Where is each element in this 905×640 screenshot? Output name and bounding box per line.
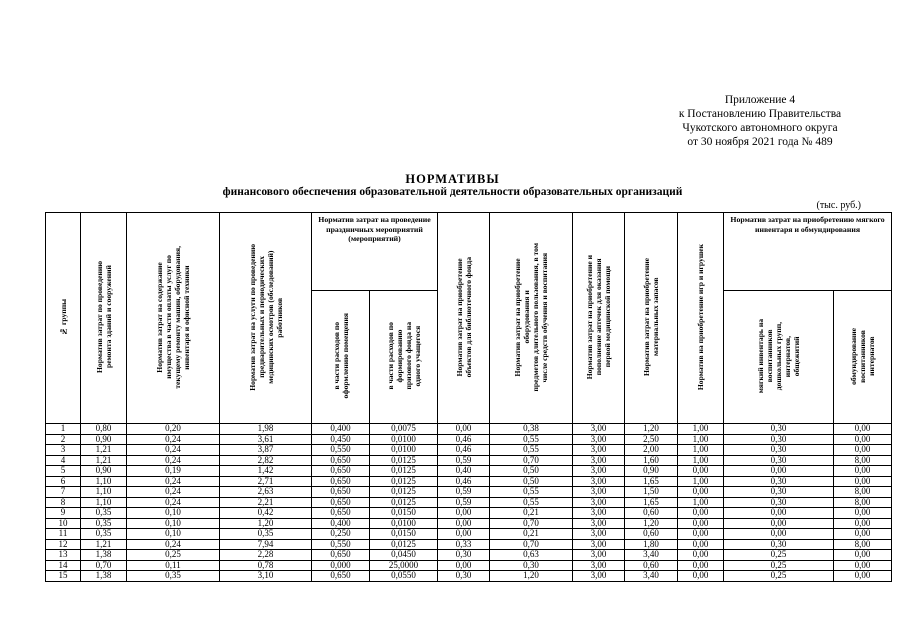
table-cell: 0,0125: [370, 455, 438, 466]
table-cell: 0,33: [438, 539, 490, 550]
table-cell: 0,25: [724, 550, 834, 561]
table-cell: 1,60: [625, 455, 678, 466]
table-cell: 14: [46, 560, 81, 571]
header-soft-inventory: Норматив затрат на приобретению мягкого инвентаря и обмундирования: [724, 213, 892, 291]
table-cell: 13: [46, 550, 81, 561]
table-cell: 0,24: [127, 434, 220, 445]
table-cell: 0,00: [678, 508, 724, 519]
table-cell: 0,30: [724, 434, 834, 445]
header-materials: Норматив затрат на приобретение материальных запасов: [625, 213, 678, 424]
table-cell: 0,650: [312, 466, 370, 477]
table-cell: 0,30: [724, 487, 834, 498]
table-cell: 0,00: [678, 539, 724, 550]
table-cell: 0,00: [834, 529, 892, 540]
table-row: [46, 518, 892, 529]
table-row: [46, 497, 892, 508]
table-cell: 0,30: [438, 550, 490, 561]
table-cell: 3,40: [625, 550, 678, 561]
table-cell: 5: [46, 466, 81, 477]
table-cell: 0,50: [490, 476, 573, 487]
table-cell: 0,650: [312, 508, 370, 519]
appendix-line: Приложение 4: [724, 94, 796, 106]
table-cell: 0,450: [312, 434, 370, 445]
table-cell: 1,10: [81, 487, 127, 498]
appendix-line: от 30 ноября 2021 года № 489: [687, 136, 833, 148]
table-cell: 1,65: [625, 476, 678, 487]
table-cell: 0,30: [490, 560, 573, 571]
table-cell: 1,65: [625, 497, 678, 508]
table-row: [46, 434, 892, 445]
table-cell: 1: [46, 424, 81, 435]
table-cell: 0,10: [127, 518, 220, 529]
table-cell: 0,00: [724, 529, 834, 540]
table-cell: 25,0000: [370, 560, 438, 571]
table-cell: 0,90: [81, 434, 127, 445]
table-cell: 0,50: [490, 466, 573, 477]
table-cell: 0,250: [312, 529, 370, 540]
table-cell: 0,59: [438, 487, 490, 498]
table-cell: 0,00: [834, 434, 892, 445]
table-cell: 1,10: [81, 497, 127, 508]
header-maintenance: Норматив затрат на содержание имущества в части оплаты услуг по текущему ремонту машин, оборудования, инвентаря и офисной техники: [127, 213, 220, 424]
table-cell: 0,60: [625, 560, 678, 571]
table-cell: 3: [46, 445, 81, 456]
table-cell: 0,00: [724, 518, 834, 529]
table-cell: 1,20: [625, 424, 678, 435]
table-cell: 1,00: [678, 476, 724, 487]
table-row: [46, 539, 892, 550]
table-cell: 3,61: [220, 434, 312, 445]
table-cell: 0,46: [438, 434, 490, 445]
table-cell: 0,70: [490, 455, 573, 466]
table-cell: 0,00: [438, 508, 490, 519]
header-repair: Норматив затрат по проведению ремонта зданий и сооружений: [81, 213, 127, 424]
header-soft-items: мягкий инвентарь на воспитанников дошкольных групп, интернатов, общежитий: [724, 291, 834, 424]
table-body: [46, 424, 892, 582]
table-cell: 0,00: [678, 487, 724, 498]
header-group: № группы: [46, 213, 81, 424]
header-prize-fund: в части расходов по формированию призового фонда на одного учащегося: [370, 291, 438, 424]
norms-table: [45, 212, 892, 582]
table-cell: 0,00: [678, 571, 724, 582]
table-cell: 0,70: [490, 539, 573, 550]
table-cell: 0,60: [625, 508, 678, 519]
table-cell: 0,0125: [370, 466, 438, 477]
table-cell: 0,24: [127, 445, 220, 456]
table-cell: 0,00: [678, 529, 724, 540]
table-cell: 0,0075: [370, 424, 438, 435]
table-cell: 0,10: [127, 529, 220, 540]
table-cell: 3,00: [573, 539, 625, 550]
table-cell: 0,59: [438, 455, 490, 466]
table-cell: 0,00: [724, 466, 834, 477]
table-cell: 0,00: [678, 550, 724, 561]
table-cell: 0,0125: [370, 539, 438, 550]
table-cell: 1,00: [678, 434, 724, 445]
table-cell: 0,30: [724, 424, 834, 435]
table-cell: 0,70: [490, 518, 573, 529]
table-cell: 0,650: [312, 476, 370, 487]
table-cell: 0,650: [312, 497, 370, 508]
table-cell: 1,00: [678, 497, 724, 508]
table-cell: 0,35: [81, 518, 127, 529]
table-cell: 2,63: [220, 487, 312, 498]
table-cell: 0,00: [834, 476, 892, 487]
table-cell: 0,30: [724, 455, 834, 466]
table-cell: 0,00: [438, 529, 490, 540]
table-cell: 1,21: [81, 539, 127, 550]
table-cell: 3,40: [625, 571, 678, 582]
table-cell: 7: [46, 487, 81, 498]
table-cell: 0,0125: [370, 497, 438, 508]
table-cell: 10: [46, 518, 81, 529]
table-cell: 3,00: [573, 455, 625, 466]
table-cell: 0,00: [724, 508, 834, 519]
table-cell: 0,00: [834, 560, 892, 571]
document-subtitle: финансового обеспечения образовательной деятельности образовательных организаций: [222, 186, 683, 198]
table-cell: 0,20: [127, 424, 220, 435]
header-first-aid: Норматив затрат на приобретение и пополнение аптечек для оказания первой медицинской помощи: [573, 213, 625, 424]
table-cell: 4: [46, 455, 81, 466]
table-cell: 1,38: [81, 550, 127, 561]
table-cell: 0,0150: [370, 529, 438, 540]
table-cell: 1,38: [81, 571, 127, 582]
table-cell: 0,00: [678, 518, 724, 529]
table-cell: 1,20: [220, 518, 312, 529]
table-cell: 0,21: [490, 529, 573, 540]
table-cell: 0,55: [490, 445, 573, 456]
table-cell: 0,00: [834, 571, 892, 582]
table-row: [46, 476, 892, 487]
table-cell: 0,90: [625, 466, 678, 477]
table-cell: 2,82: [220, 455, 312, 466]
table-cell: 3,00: [573, 434, 625, 445]
table-cell: 2,00: [625, 445, 678, 456]
table-cell: 1,00: [678, 424, 724, 435]
table-row: [46, 455, 892, 466]
table-cell: 0,400: [312, 424, 370, 435]
table-row: [46, 560, 892, 571]
table-cell: 0,550: [312, 539, 370, 550]
table-cell: 3,00: [573, 476, 625, 487]
table-cell: 0,30: [724, 445, 834, 456]
table-cell: 0,00: [438, 424, 490, 435]
table-cell: 0,00: [438, 560, 490, 571]
table-cell: 3,00: [573, 550, 625, 561]
header-medical-exams: Норматив затрат на услуги по проведению предварительных и периодических медицинских осмотров (обследований) работников: [220, 213, 312, 424]
table-cell: 3,00: [573, 571, 625, 582]
appendix-block: [620, 93, 900, 149]
table-cell: 2,21: [220, 497, 312, 508]
table-cell: 0,46: [438, 476, 490, 487]
table-row: [46, 424, 892, 435]
table-cell: 3,00: [573, 508, 625, 519]
header-holiday-events: Норматив затрат на проведение праздничных мероприятий (мероприятий): [312, 213, 438, 291]
table-cell: 7,94: [220, 539, 312, 550]
table-cell: 0,70: [81, 560, 127, 571]
table-cell: 0,00: [834, 550, 892, 561]
table-cell: 0,0100: [370, 434, 438, 445]
table-cell: 2,71: [220, 476, 312, 487]
table-cell: 1,21: [81, 445, 127, 456]
table-cell: 0,24: [127, 497, 220, 508]
table-cell: 0,38: [490, 424, 573, 435]
table-row: [46, 550, 892, 561]
header-equipment: Норматив затрат на приобретение оборудования и предметов длительного пользования, в том числе средств обучения и воспитания: [490, 213, 573, 424]
table-cell: 0,55: [490, 487, 573, 498]
table-cell: 3,00: [573, 466, 625, 477]
table-cell: 15: [46, 571, 81, 582]
table-cell: 0,24: [127, 539, 220, 550]
table-cell: 0,11: [127, 560, 220, 571]
table-cell: 8,00: [834, 455, 892, 466]
table-cell: 12: [46, 539, 81, 550]
table-cell: 1,00: [678, 445, 724, 456]
table-cell: 2,28: [220, 550, 312, 561]
table-row: [46, 529, 892, 540]
table-cell: 0,21: [490, 508, 573, 519]
table-cell: 0,35: [127, 571, 220, 582]
table-cell: 1,21: [81, 455, 127, 466]
table-cell: 0,35: [220, 529, 312, 540]
table-cell: 8,00: [834, 539, 892, 550]
table-cell: 1,20: [625, 518, 678, 529]
table-cell: 8: [46, 497, 81, 508]
table-cell: 0,650: [312, 455, 370, 466]
table-row: [46, 466, 892, 477]
table-cell: 0,0125: [370, 487, 438, 498]
table-cell: 0,19: [127, 466, 220, 477]
table-cell: 0,30: [724, 497, 834, 508]
table-cell: 0,00: [834, 508, 892, 519]
table-cell: 0,35: [81, 508, 127, 519]
table-cell: 0,55: [490, 497, 573, 508]
table-cell: 0,10: [127, 508, 220, 519]
table-cell: 1,00: [678, 455, 724, 466]
table-cell: 0,00: [678, 466, 724, 477]
table-header: [46, 213, 892, 424]
table-cell: 0,650: [312, 487, 370, 498]
table-cell: 0,60: [625, 529, 678, 540]
table-row: [46, 487, 892, 498]
table-cell: 0,0450: [370, 550, 438, 561]
table-cell: 0,40: [438, 466, 490, 477]
table-cell: 1,10: [81, 476, 127, 487]
table-cell: 0,25: [127, 550, 220, 561]
table-cell: 0,42: [220, 508, 312, 519]
table-cell: 0,00: [834, 466, 892, 477]
header-library-fund: Норматив затрат на приобретение объектов для библиотечного фонда: [438, 213, 490, 424]
table-cell: 3,00: [573, 445, 625, 456]
table-cell: 0,25: [724, 571, 834, 582]
table-cell: 0,00: [678, 560, 724, 571]
table-cell: 0,00: [834, 518, 892, 529]
table-cell: 0,35: [81, 529, 127, 540]
table-cell: 0,24: [127, 455, 220, 466]
appendix-line: к Постановлению Правительства: [678, 108, 842, 120]
table-cell: 0,24: [127, 476, 220, 487]
table-cell: 3,00: [573, 529, 625, 540]
table-cell: 0,650: [312, 571, 370, 582]
table-cell: 1,50: [625, 487, 678, 498]
table-cell: 3,00: [573, 497, 625, 508]
table-cell: 3,00: [573, 424, 625, 435]
table-cell: 6: [46, 476, 81, 487]
table-cell: 3,00: [573, 560, 625, 571]
table-cell: 0,00: [438, 518, 490, 529]
table-cell: 0,78: [220, 560, 312, 571]
table-cell: 0,63: [490, 550, 573, 561]
table-cell: 3,10: [220, 571, 312, 582]
table-cell: 3,00: [573, 487, 625, 498]
table-cell: 0,0125: [370, 476, 438, 487]
table-cell: 0,30: [724, 539, 834, 550]
appendix-line: Чукотского автономного округа: [682, 122, 838, 134]
table-cell: 2,50: [625, 434, 678, 445]
table-cell: 0,46: [438, 445, 490, 456]
table-cell: 0,24: [127, 487, 220, 498]
table-cell: 0,400: [312, 518, 370, 529]
table-cell: 0,650: [312, 550, 370, 561]
table-cell: 0,30: [438, 571, 490, 582]
table-cell: 0,0100: [370, 518, 438, 529]
table-cell: 2: [46, 434, 81, 445]
table-cell: 11: [46, 529, 81, 540]
table-cell: 0,59: [438, 497, 490, 508]
table-cell: 0,90: [81, 466, 127, 477]
table-cell: 3,00: [573, 518, 625, 529]
table-cell: 0,80: [81, 424, 127, 435]
table-cell: 9: [46, 508, 81, 519]
table-cell: 0,0100: [370, 445, 438, 456]
header-toys: Норматив на приобретение игр и игрушек: [678, 213, 724, 424]
table-row: [46, 508, 892, 519]
units-label: (тыс. руб.): [816, 200, 861, 211]
header-room-decoration: в части расходов по оформлению помещения: [312, 291, 370, 424]
document-title: НОРМАТИВЫ: [405, 172, 500, 186]
table-cell: 1,80: [625, 539, 678, 550]
table-cell: 0,55: [490, 434, 573, 445]
table-cell: 8,00: [834, 487, 892, 498]
header-uniforms: обмундирование воспитанников интернатов: [834, 291, 892, 424]
table-cell: 0,00: [834, 424, 892, 435]
table-cell: 0,30: [724, 476, 834, 487]
table-cell: 1,98: [220, 424, 312, 435]
table-cell: 0,25: [724, 560, 834, 571]
table-cell: 8,00: [834, 497, 892, 508]
table-row: [46, 571, 892, 582]
table-cell: 3,87: [220, 445, 312, 456]
table-cell: 0,0150: [370, 508, 438, 519]
table-cell: 0,00: [834, 445, 892, 456]
table-cell: 0,550: [312, 445, 370, 456]
table-cell: 0,0550: [370, 571, 438, 582]
table-cell: 1,20: [490, 571, 573, 582]
table-row: [46, 445, 892, 456]
table-cell: 0,000: [312, 560, 370, 571]
table-cell: 1,42: [220, 466, 312, 477]
